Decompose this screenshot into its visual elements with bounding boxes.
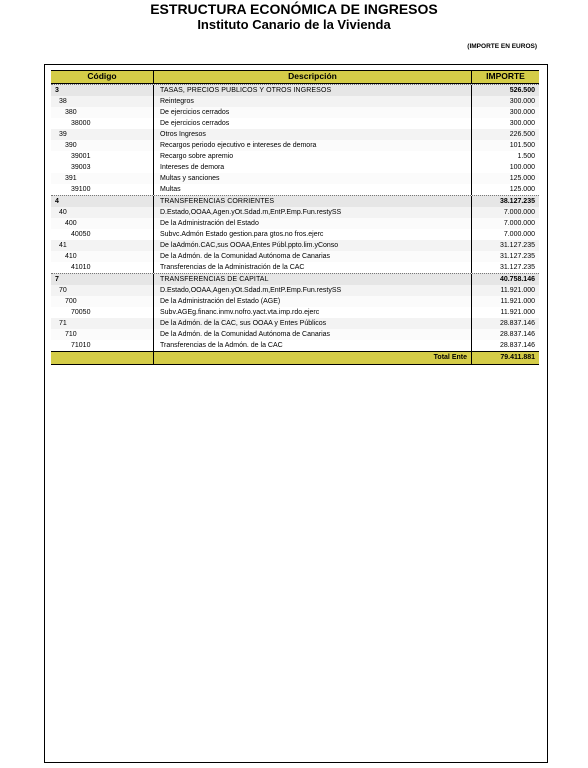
row-code: 380 <box>51 107 154 118</box>
income-table <box>51 70 539 365</box>
row-amount: 28.837.146 <box>499 320 535 327</box>
table-row <box>51 184 539 195</box>
row-description: De ejercicios cerrados <box>154 118 472 129</box>
row-amount: 28.837.146 <box>499 331 535 338</box>
row-amount: 38.127.235 <box>499 198 535 205</box>
table-row <box>51 229 539 240</box>
row-amount: 31.127.235 <box>499 242 535 249</box>
total-label: Total Ente <box>154 352 472 364</box>
row-amount: 7.000.000 <box>503 209 535 216</box>
row-code: 71 <box>51 318 154 329</box>
table-total-row <box>51 351 539 365</box>
row-amount: 101.500 <box>509 142 535 149</box>
row-code: 3 <box>51 85 154 96</box>
table-row <box>51 96 539 107</box>
row-description: TASAS, PRECIOS PUBLICOS Y OTROS INGRESOS <box>154 85 472 96</box>
table-row <box>51 151 539 162</box>
column-header-amount: IMPORTE <box>486 71 525 81</box>
row-amount: 31.127.235 <box>499 264 535 271</box>
row-code: 39001 <box>51 151 154 162</box>
row-code: 40 <box>51 207 154 218</box>
row-code: 38 <box>51 96 154 107</box>
row-code: 390 <box>51 140 154 151</box>
table-header <box>51 70 539 84</box>
row-amount: 7.000.000 <box>503 220 535 227</box>
row-code: 391 <box>51 173 154 184</box>
row-description: De laAdmón.CAC,sus OOAA,Entes Públ.ppto.lim.yConso <box>154 240 472 251</box>
row-description: TRANSFERENCIAS DE CAPITAL <box>154 274 472 285</box>
row-description: Recargos periodo ejecutivo e intereses de demora <box>154 140 472 151</box>
units-note: (IMPORTE EN EUROS) <box>467 43 537 50</box>
table-row <box>51 307 539 318</box>
table-row <box>51 84 539 96</box>
row-amount: 100.000 <box>509 164 535 171</box>
table-row <box>51 340 539 351</box>
row-code: 70050 <box>51 307 154 318</box>
row-amount: 28.837.146 <box>499 342 535 349</box>
row-amount: 1.500 <box>517 153 535 160</box>
document-subtitle: Instituto Canario de la Vivienda <box>197 17 391 32</box>
column-header-description: Descripción <box>154 71 472 83</box>
row-code: 710 <box>51 329 154 340</box>
table-row <box>51 318 539 329</box>
table-row <box>51 107 539 118</box>
row-amount: 11.921.000 <box>500 287 535 294</box>
row-description: De la Admón. de la CAC, sus OOAA y Entes Públicos <box>154 318 472 329</box>
row-amount: 7.000.000 <box>503 231 535 238</box>
row-amount: 11.921.000 <box>500 309 535 316</box>
row-description: Otros Ingresos <box>154 129 472 140</box>
table-row <box>51 218 539 229</box>
row-code: 39003 <box>51 162 154 173</box>
row-code: 7 <box>51 274 154 285</box>
table-row <box>51 118 539 129</box>
row-description: Recargo sobre apremio <box>154 151 472 162</box>
row-code: 39100 <box>51 184 154 195</box>
row-description: D.Estado,OOAA,Agen.yOt.Sdad.m,EntP.Emp.Fun.restySS <box>154 285 472 296</box>
row-description: Transferencias de la Administración de la CAC <box>154 262 472 273</box>
row-description: De la Administración del Estado (AGE) <box>154 296 472 307</box>
row-description: Transferencias de la Admón. de la CAC <box>154 340 472 351</box>
row-code: 71010 <box>51 340 154 351</box>
row-amount: 125.000 <box>509 186 535 193</box>
row-description: TRANSFERENCIAS CORRIENTES <box>154 196 472 207</box>
row-amount: 226.500 <box>509 131 535 138</box>
table-row <box>51 285 539 296</box>
row-code: 4 <box>51 196 154 207</box>
total-code-cell <box>51 352 154 364</box>
row-code: 38000 <box>51 118 154 129</box>
row-amount: 31.127.235 <box>499 253 535 260</box>
row-description: Reintegros <box>154 96 472 107</box>
table-row <box>51 251 539 262</box>
table-body <box>51 84 539 351</box>
table-row <box>51 296 539 307</box>
row-code: 41010 <box>51 262 154 273</box>
row-description: Intereses de demora <box>154 162 472 173</box>
total-amount: 79.411.881 <box>500 354 535 361</box>
table-row <box>51 140 539 151</box>
row-code: 410 <box>51 251 154 262</box>
row-amount: 125.000 <box>509 175 535 182</box>
table-row <box>51 129 539 140</box>
column-header-code: Código <box>51 71 154 83</box>
row-amount: 526.500 <box>509 87 535 94</box>
row-description: Multas <box>154 184 472 195</box>
row-amount: 300.000 <box>509 98 535 105</box>
table-row <box>51 162 539 173</box>
row-description: Subv.AGEg.financ.inmv.nofro.yact.vta.imp.rdo.ejerc <box>154 307 472 318</box>
table-row <box>51 262 539 273</box>
row-description: De la Admón. de la Comunidad Autónoma de Canarias <box>154 329 472 340</box>
row-description: D.Estado,OOAA,Agen.yOt.Sdad.m,EntP.Emp.Fun.restySS <box>154 207 472 218</box>
row-description: De la Administración del Estado <box>154 218 472 229</box>
document-title: ESTRUCTURA ECONÓMICA DE INGRESOS <box>150 1 438 17</box>
table-row <box>51 207 539 218</box>
row-code: 41 <box>51 240 154 251</box>
row-amount: 300.000 <box>509 109 535 116</box>
row-amount: 11.921.000 <box>500 298 535 305</box>
row-description: De ejercicios cerrados <box>154 107 472 118</box>
table-row <box>51 173 539 184</box>
row-code: 400 <box>51 218 154 229</box>
row-amount: 40.758.146 <box>499 276 535 283</box>
row-code: 40050 <box>51 229 154 240</box>
row-code: 700 <box>51 296 154 307</box>
row-description: Subvc.Admón Estado gestion.para gtos.no fros.ejerc <box>154 229 472 240</box>
row-description: Multas y sanciones <box>154 173 472 184</box>
row-code: 39 <box>51 129 154 140</box>
row-code: 70 <box>51 285 154 296</box>
row-amount: 300.000 <box>509 120 535 127</box>
table-row <box>51 240 539 251</box>
row-description: De la Admón. de la Comunidad Autónoma de Canarias <box>154 251 472 262</box>
table-row <box>51 273 539 285</box>
table-row <box>51 329 539 340</box>
table-row <box>51 195 539 207</box>
